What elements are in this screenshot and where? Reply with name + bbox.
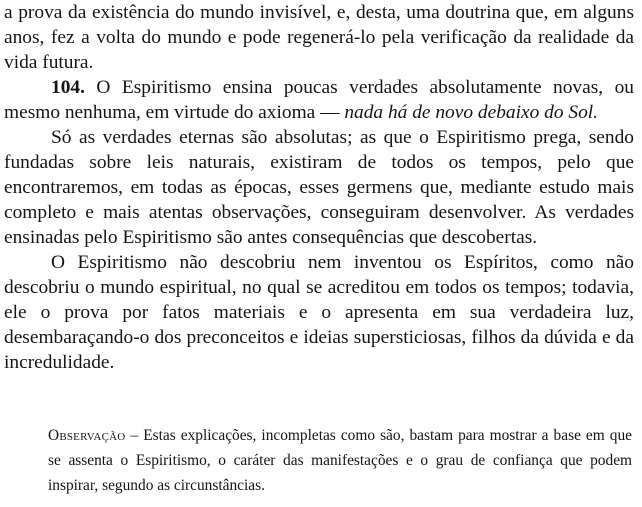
note-text: Estas explicações, incompletas como são, bastam para mostrar a base em que se assenta o Espiritismo, o caráter das manifestações e o grau de confiança que podem inspirar, segundo as circunstâncias. [48,427,632,494]
paragraph-spirits [4,250,634,375]
paragraph-text: O Espiritismo ensina poucas verdades absolutamente novas, ou mesmo nenhuma, em virtude do axioma — [4,77,634,123]
paragraph-eternal-truths [4,125,634,250]
paragraph-text: O Espiritismo não descobriu nem inventou os Espíritos, como não descobriu o mundo espiritual, no qual se acreditou em todos os tempos; todavia, ele o prova por fatos materiais e o apresenta em sua verdadeira luz, desembaraçando-o dos preconceitos e ideias supersticiosas, filhos da dúvida e da incredulidade. [4,252,634,373]
note-label: Observação [48,427,126,444]
paragraph-text: a prova da existência do mundo invisível, e, desta, uma doutrina que, em alguns anos, fez a volta do mundo e pode regenerá-lo pela verificação da realidade da vida futura. [4,2,634,73]
observation-note [48,423,632,498]
paragraph-104 [4,75,634,125]
paragraph-continuation [4,0,634,75]
paragraph-number: 104. [51,77,85,98]
paragraph-text: Só as verdades eternas são absolutas; as que o Espiritismo prega, sendo fundadas sobre leis naturais, existiram de todos os tempos, pelo que encontraremos, em todas as épocas, esses germens que, mediante estudo mais completo e mais atentas observações, conseguiram desenvolver. As verdades ensinadas pelo Espiritismo são antes consequências que descobertas. [4,127,634,248]
main-text [4,0,634,375]
note-paragraph [48,423,632,498]
axiom-quote: nada há de novo debaixo do Sol. [344,102,598,123]
note-separator: – [125,427,144,444]
